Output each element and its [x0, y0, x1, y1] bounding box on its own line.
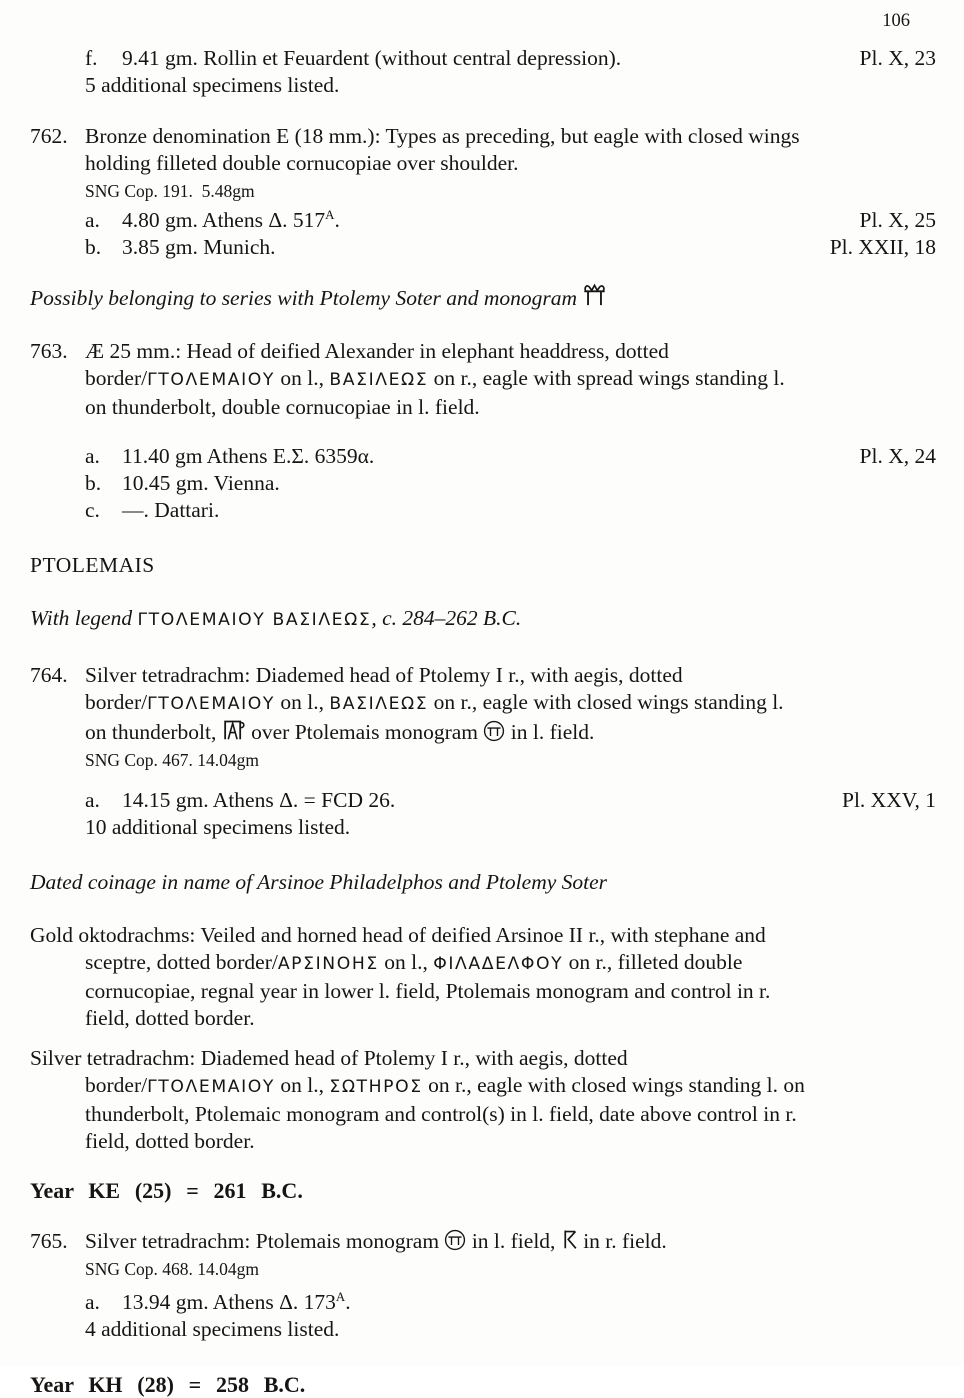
entry-764	[30, 662, 936, 841]
spec-text: 9.41 gm. Rollin et Feuardent (without central depression).	[122, 46, 622, 70]
entry-description: Silver tetradrachm: Ptolemais monogram in l. field, in r. field.	[85, 1229, 667, 1254]
spec-letter: a.	[85, 444, 100, 469]
spec-letter: a.	[85, 1290, 100, 1315]
entry-762	[30, 123, 936, 261]
spec-item-763b	[85, 470, 936, 497]
spec-text: 14.15 gm. Athens Δ. = FCD 26.	[122, 788, 396, 813]
entry-number: 762.	[30, 124, 68, 148]
spec-note: 4 additional specimens listed.	[85, 1317, 340, 1342]
entry-number: 765.	[30, 1229, 68, 1254]
plate-reference: Pl. X, 23	[859, 46, 936, 70]
spec-item-f	[85, 45, 936, 72]
greek-legend: ΑΡΣΙΝΟΗΣ	[277, 954, 379, 975]
superscript: A	[335, 1290, 346, 1305]
spec-note: 10 additional specimens listed.	[85, 815, 351, 840]
paragraph-silver-tetradrachm: Silver tetradrachm: Diademed head of Ptolemy I r., with aegis, dotted border/ΓΤΟΛΕΜΑΙΟΥ on l., ΣΩΤΗΡΟΣ on r., eagle with closed wings standing l. on thunderbolt, Ptolemaic monogram and control(s) in l. field, date above control in r. field, dotted border.	[30, 1046, 805, 1154]
spec-text: —. Dattari.	[122, 498, 220, 523]
spec-list	[30, 443, 936, 524]
greek-legend: ΓΤΟΛΕΜΑΙΟΥ	[147, 694, 275, 715]
spec-text: 3.85 gm. Munich.	[122, 235, 276, 260]
year-heading-ke: Year KE (25) = 261 B.C.	[30, 1178, 303, 1204]
ap-monogram-icon	[222, 718, 246, 741]
spec-text: 10.45 gm. Vienna.	[122, 471, 280, 496]
entry-765	[30, 1228, 936, 1343]
spec-note: 5 additional specimens listed.	[85, 73, 340, 97]
spec-letter: a.	[85, 208, 100, 233]
spec-letter: a.	[85, 788, 100, 813]
spec-text: 11.40 gm Athens Ε.Σ. 6359α.	[122, 444, 375, 469]
greek-legend: ΓΤΟΛΕΜΑΙΟΥ ΒΑΣΙΛΕΩΣ	[137, 610, 372, 631]
entry-763	[30, 338, 936, 524]
plate-reference: Pl. X, 25	[859, 208, 936, 233]
catalog-reference: SNG Cop. 467. 14.04gm	[85, 750, 260, 771]
greek-legend: ΓΤΟΛΕΜΑΙΟΥ	[147, 370, 275, 391]
dated-coinage-heading: Dated coinage in name of Arsinoe Philadelphos and Ptolemy Soter	[30, 870, 608, 895]
section-heading-ptolemais: PTOLEMAIS	[30, 553, 155, 578]
entry-number: 763.	[30, 339, 68, 364]
entry-number: 764.	[30, 663, 68, 688]
entry-head	[30, 662, 936, 746]
entry-head	[30, 1228, 936, 1255]
entry-head	[30, 123, 936, 177]
spec-text: 13.94 gm. Athens Δ. $173^A$.	[122, 1290, 351, 1315]
spec-item-763a	[85, 443, 936, 470]
catalog-reference: SNG Cop. 191. 5.48gm	[85, 181, 255, 201]
greek-legend: ΣΩΤΗΡΟΣ	[329, 1077, 423, 1098]
spec-letter: c.	[85, 498, 100, 523]
ptolemais-monogram-icon	[444, 1229, 466, 1251]
ptolemais-monogram-icon	[483, 720, 505, 742]
entry-description: Silver tetradrachm: Diademed head of Ptolemy I r., with aegis, dotted border/ΓΤΟΛΕΜΑΙΟΥ on l., ΒΑΣΙΛΕΩΣ on r., eagle with closed wings standing l. on thunderbolt, over Ptolemais monogram in l. field.	[85, 663, 784, 745]
page-number: 106	[882, 11, 910, 31]
spec-item-763c	[85, 497, 936, 524]
superscript: A	[325, 208, 335, 222]
entry-description: Æ 25 mm.: Head of deified Alexander in elephant headdress, dotted border/ΓΤΟΛΕΜΑΙΟΥ on l., ΒΑΣΙΛΕΩΣ on r., eagle with spread wings standing l. on thunderbolt, double cornucopiae in l. field.	[85, 339, 785, 420]
spec-item-762b	[85, 234, 936, 261]
plate-reference: Pl. XXV, 1	[842, 788, 936, 813]
spec-letter: b.	[85, 471, 102, 496]
spec-letter: b.	[85, 235, 102, 260]
paragraph-gold-oktodrachms: Gold oktodrachms: Veiled and horned head of deified Arsinoe II r., with stephane and sceptre, dotted border/ΑΡΣΙΝΟΗΣ on l., ΦΙΛΑΔΕΛΦΟΥ on r., filleted double cornucopiae, regnal year in lower l. field, Ptolemais monogram and control in r. field, dotted border.	[30, 923, 771, 1031]
year-heading-kh: Year KH (28) = 258 B.C.	[30, 1372, 306, 1398]
series-attribution-note: Possibly belonging to series with Ptolemy Soter and monogram	[30, 283, 936, 312]
spec-text: 4.80 gm. Athens Δ. $517^A$.	[122, 208, 340, 233]
catalog-reference: SNG Cop. 468. 14.04gm	[85, 1259, 260, 1280]
greek-legend: ΒΑΣΙΛΕΩΣ	[329, 370, 429, 391]
plate-reference: Pl. X, 24	[859, 444, 936, 469]
greek-legend: ΦΙΛΑΔΕΛΦΟΥ	[433, 954, 564, 975]
spec-item-762a	[85, 202, 936, 234]
spec-letter: f.	[85, 46, 98, 70]
greek-legend: ΒΑΣΙΛΕΩΣ	[329, 694, 429, 715]
greek-legend: ΓΤΟΛΕΜΑΙΟΥ	[147, 1077, 275, 1098]
spec-item-764a	[85, 787, 936, 814]
entry-head	[30, 338, 936, 421]
entry-description: Bronze denomination E (18 mm.): Types as preceding, but eagle with closed wings holding filleted double cornucopiae over shoulder.	[85, 124, 800, 175]
spec-item-765a	[85, 1284, 936, 1316]
soter-monogram-icon	[582, 283, 607, 307]
plate-reference: Pl. XXII, 18	[829, 235, 936, 260]
legend-date-line: With legend ΓΤΟΛΕΜΑΙΟΥ ΒΑΣΙΛΕΩΣ, c. 284–262 B.C.	[30, 606, 522, 631]
ke-monogram-icon	[561, 1228, 578, 1250]
